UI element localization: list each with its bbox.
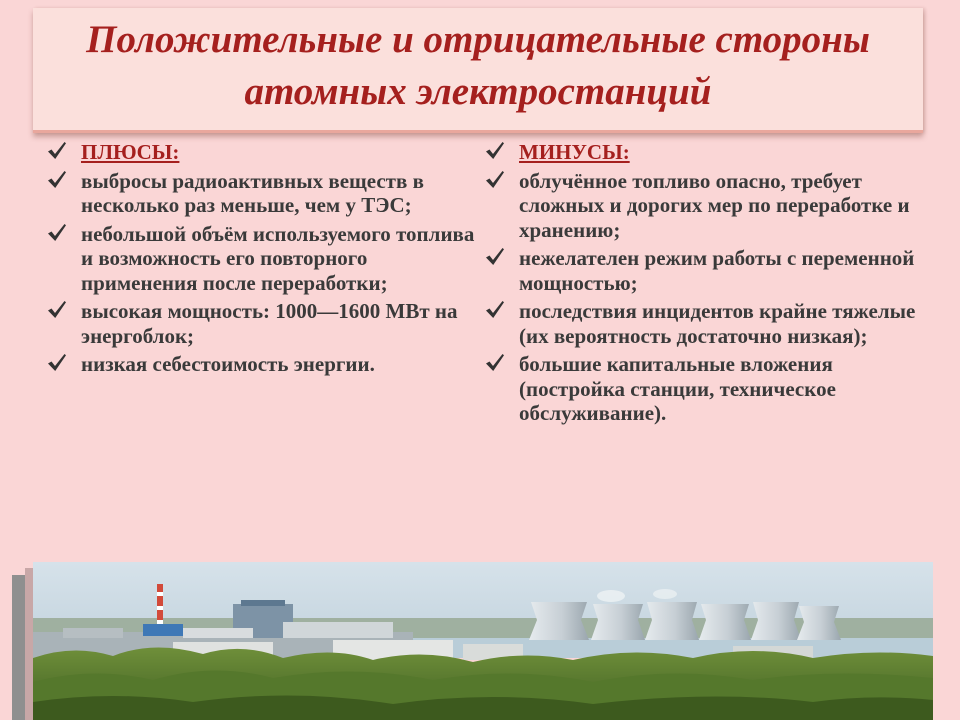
pros-item-text: небольшой объём используемого топлива и возможность его повторного применения после переработки; xyxy=(81,221,475,295)
checkmark-icon xyxy=(46,140,68,162)
cons-heading-label: МИНУСЫ: xyxy=(519,140,630,164)
pros-heading xyxy=(44,140,484,165)
pros-item-text: выбросы радиоактивных веществ в несколько раз меньше, чем у ТЭС; xyxy=(81,168,424,217)
checkmark-icon xyxy=(46,299,68,321)
cons-item-text: облучённое топливо опасно, требует сложных и дорогих мер по переработке и хранению; xyxy=(519,168,910,242)
pros-item xyxy=(44,299,484,348)
pros-item xyxy=(44,169,484,218)
checkmark-icon xyxy=(484,246,506,268)
title-line-2: атомных электростанций xyxy=(244,70,712,113)
cons-heading xyxy=(482,140,922,165)
cons-item-text: последствия инцидентов крайне тяжелые (их вероятность достаточно низкая); xyxy=(519,299,916,348)
pros-item-text: низкая себестоимость энергии. xyxy=(81,352,375,376)
cons-item xyxy=(482,246,922,295)
nuclear-plant-photo xyxy=(33,562,933,720)
pros-item-text: высокая мощность: 1000—1600 МВт на энергоблок; xyxy=(81,299,458,348)
cons-item-text: нежелателен режим работы с переменной мощностью; xyxy=(519,246,915,295)
title-box xyxy=(33,8,923,133)
checkmark-icon xyxy=(484,140,506,162)
checkmark-icon xyxy=(46,169,68,191)
pros-heading-label: ПЛЮСЫ: xyxy=(81,140,180,164)
cons-item-text: большие капитальные вложения (постройка станции, техническое обслуживание). xyxy=(519,352,836,425)
pros-item xyxy=(44,352,484,377)
title-line-1: Положительные и отрицательные стороны xyxy=(86,18,870,61)
cons-item xyxy=(482,299,922,348)
checkmark-icon xyxy=(484,352,506,374)
cons-item xyxy=(482,169,922,243)
page-title xyxy=(33,8,923,118)
pros-list xyxy=(44,140,484,381)
pros-item xyxy=(44,222,484,296)
cons-list xyxy=(482,140,922,430)
checkmark-icon xyxy=(46,352,68,374)
checkmark-icon xyxy=(484,299,506,321)
checkmark-icon xyxy=(46,222,68,244)
checkmark-icon xyxy=(484,169,506,191)
cons-item xyxy=(482,352,922,426)
